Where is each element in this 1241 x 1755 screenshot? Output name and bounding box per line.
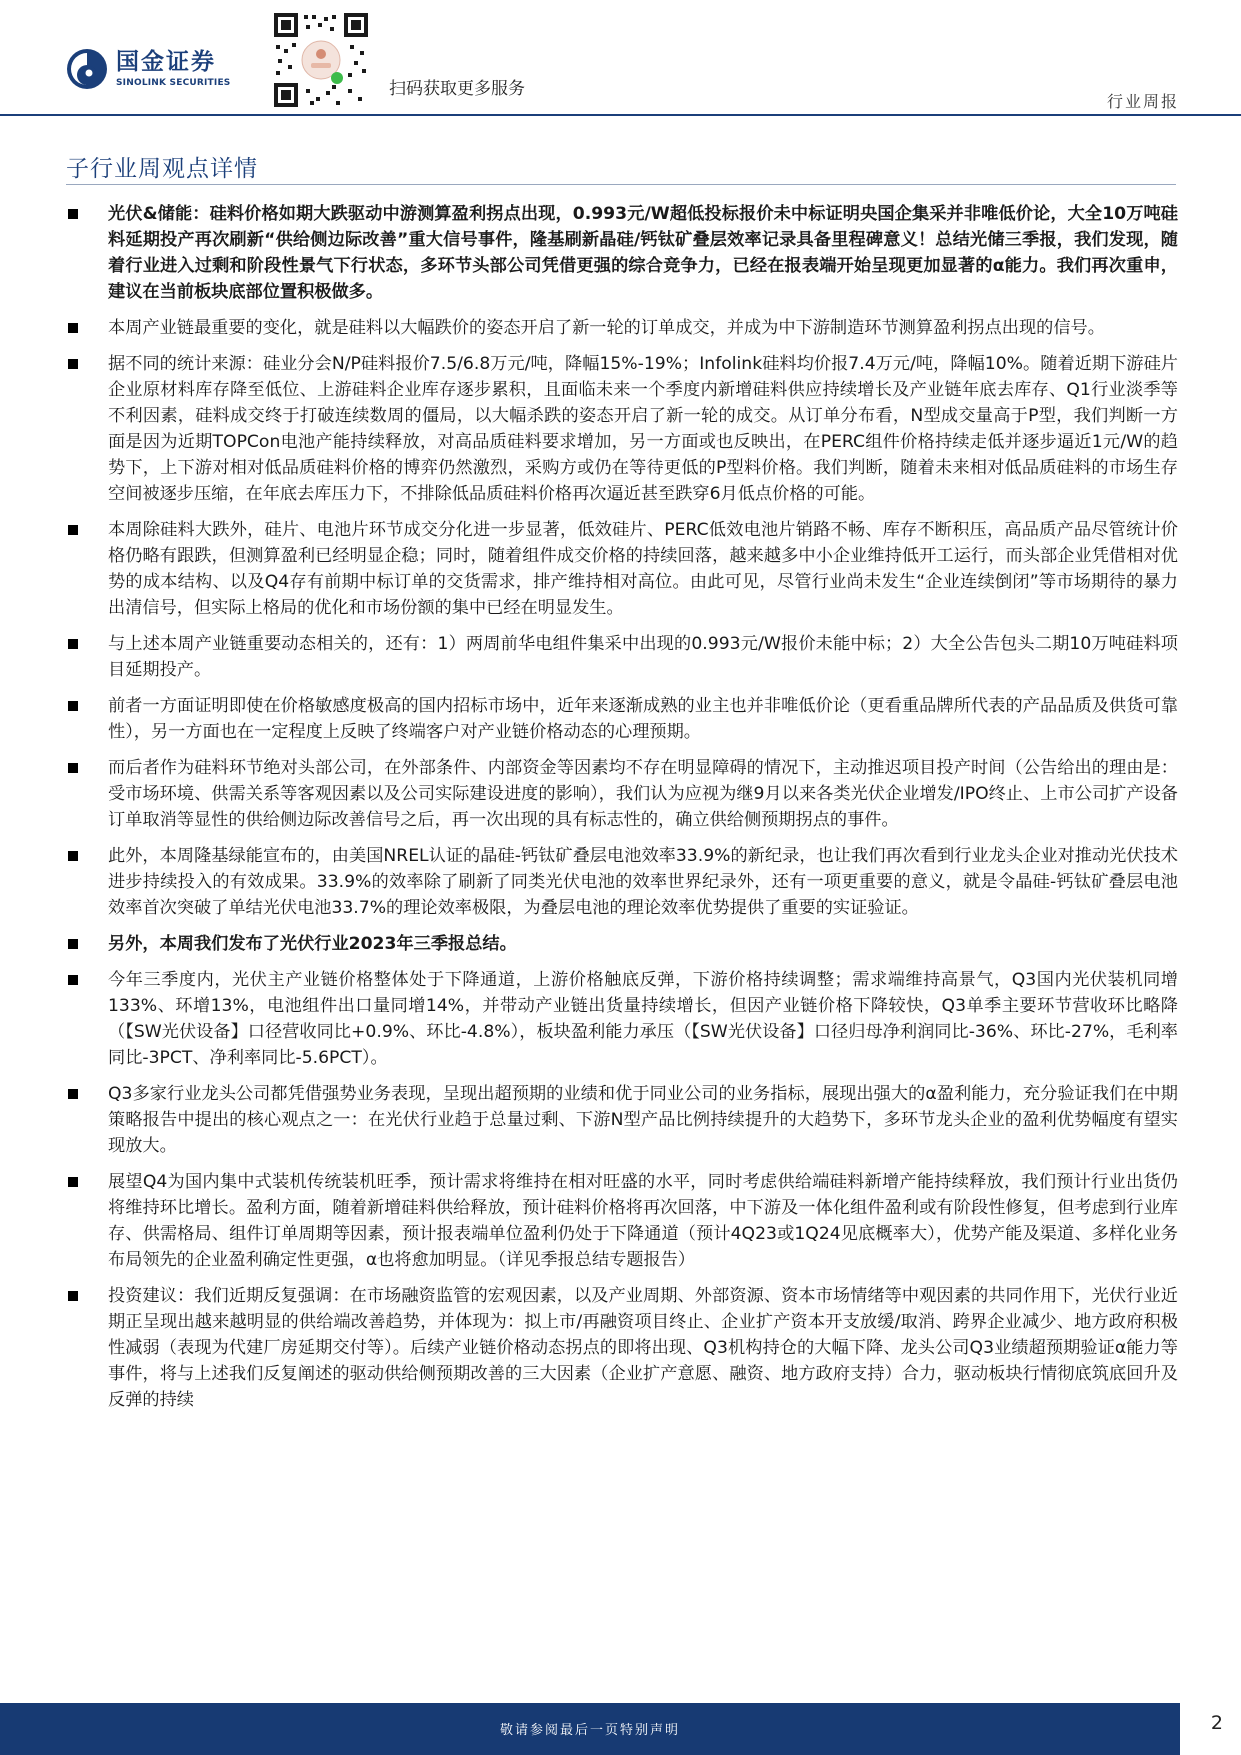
bullet-paragraph: [66, 843, 1178, 921]
bullet-paragraph: [66, 755, 1178, 833]
paragraph-text: 光伏&储能：硅料价格如期大跌驱动中游测算盈利拐点出现，0.993元/W超低投标报价未中标证明央国企集采并非唯低价论，大全10万吨硅料延期投产再次刷新“供给侧边际改善”重大信号事件，隆基刷新晶硅/钙钛矿叠层效率记录具备里程碑意义！总结光储三季报，我们发现，随着行业进入过剩和阶段性景气下行状态，多环节头部公司凭借更强的综合竞争力，已经在报表端开始呈现更加显著的α能力。我们再次重申，建议在当前板块底部位置积极做多。: [108, 204, 1178, 302]
bullet-paragraph: [66, 517, 1178, 621]
paragraph-text: 另外，本周我们发布了光伏行业2023年三季报总结。: [108, 934, 517, 954]
paragraph-text: 本周产业链最重要的变化，就是硅料以大幅跌价的姿态开启了新一轮的订单成交，并成为中下游制造环节测算盈利拐点出现的信号。: [108, 318, 1105, 338]
square-bullet-icon: [68, 1177, 78, 1187]
square-bullet-icon: [68, 209, 78, 219]
header-divider: [0, 114, 1241, 116]
page-header: [0, 0, 1241, 118]
bullet-paragraph: [66, 967, 1178, 1071]
square-bullet-icon: [68, 359, 78, 369]
qr-code-icon[interactable]: [270, 9, 372, 111]
paragraph-text: 据不同的统计来源：硅业分会N/P硅料报价7.5/6.8万元/吨，降幅15%-19%；Infolink硅料均价报7.4万元/吨，降幅10%。随着近期下游硅片企业原材料库存降至低位、上游硅料企业库存逐步累积，且面临未来一个季度内新增硅料供应持续增长及产业链年底去库存、Q1行业淡季等不利因素，硅料成交终于打破连续数周的僵局，以大幅杀跌的姿态开启了新一轮的成交。从订单分布看，N型成交量高于P型，我们判断一方面是因为近期TOPCon电池产能持续释放，对高品质硅料要求增加，另一方面或也反映出，在PERC组件价格持续走低并逐步逼近1元/W的趋势下，上下游对相对低品质硅料价格的博弈仍然激烈，采购方或仍在等待更低的P型料价格。我们判断，随着未来相对低品质硅料的市场生存空间被逐步压缩，在年底去库压力下，不排除低品质硅料价格再次逼近甚至跌穿6月低点价格的可能。: [108, 354, 1178, 504]
paragraph-text: 今年三季度内，光伏主产业链价格整体处于下降通道，上游价格触底反弹，下游价格持续调整；需求端维持高景气，Q3国内光伏装机同增133%、环增13%，电池组件出口量同增14%，并带动产业链出货量持续增长，但因产业链价格下降较快，Q3单季主要环节营收环比略降（【SW光伏设备】口径营收同比+0.9%、环比-4.8%），板块盈利能力承压（【SW光伏设备】口径归母净利润同比-36%、环比-27%，毛利率同比-3PCT、净利率同比-5.6PCT）。: [108, 970, 1178, 1068]
logo-english-name: SINOLINK SECURITIES: [116, 77, 231, 88]
paragraph-text: Q3多家行业龙头公司都凭借强势业务表现，呈现出超预期的业绩和优于同业公司的业务指标，展现出强大的α盈利能力，充分验证我们在中期策略报告中提出的核心观点之一：在光伏行业趋于总量过剩、下游N型产品比例持续提升的大趋势下，多环节龙头企业的盈利优势幅度有望实现放大。: [108, 1084, 1178, 1156]
bullet-paragraph: [66, 1283, 1178, 1413]
bullet-paragraph: [66, 931, 1178, 957]
square-bullet-icon: [68, 323, 78, 333]
bullet-paragraph: [66, 631, 1178, 683]
square-bullet-icon: [68, 1089, 78, 1099]
square-bullet-icon: [68, 939, 78, 949]
paragraph-text: 展望Q4为国内集中式装机传统装机旺季，预计需求将维持在相对旺盛的水平，同时考虑供给端硅料新增产能持续释放，我们预计行业出货仍将维持环比增长。盈利方面，随着新增硅料供给释放，预计硅料价格将再次回落，中下游及一体化组件盈利或有阶段性修复，但考虑到行业库存、供需格局、组件订单周期等因素，预计报表端单位盈利仍处于下降通道（预计4Q23或1Q24见底概率大），优势产能及渠道、多样化业务布局领先的企业盈利确定性更强，α也将愈加明显。（详见季报总结专题报告）: [108, 1172, 1178, 1270]
square-bullet-icon: [68, 525, 78, 535]
section-title: 子行业周观点详情: [66, 156, 258, 182]
section-divider: [66, 184, 1176, 185]
paragraph-text: 本周除硅料大跌外，硅片、电池片环节成交分化进一步显著，低效硅片、PERC低效电池片销路不畅、库存不断积压，高品质产品尽管统计价格仍略有跟跌，但测算盈利已经明显企稳；同时，随着组件成交价格的持续回落，越来越多中小企业维持低开工运行，而头部企业凭借相对优势的成本结构、以及Q4存有前期中标订单的交货需求，排产维持相对高位。由此可见，尽管行业尚未发生“企业连续倒闭”等市场期待的暴力出清信号，但实际上格局的优化和市场份额的集中已经在明显发生。: [108, 520, 1178, 618]
paragraph-text: 此外，本周隆基绿能宣布的，由美国NREL认证的晶硅-钙钛矿叠层电池效率33.9%的新纪录，也让我们再次看到行业龙头企业对推动光伏技术进步持续投入的有效成果。33.9%的效率除了刷新了同类光伏电池的效率世界纪录外，还有一项更重要的意义，就是令晶硅-钙钛矿叠层电池效率首次突破了单结光伏电池33.7%的理论效率极限，为叠层电池的理论效率优势提供了重要的实证验证。: [108, 846, 1178, 918]
paragraph-text: 与上述本周产业链重要动态相关的，还有：1）两周前华电组件集采中出现的0.993元/W报价未能中标；2）大全公告包头二期10万吨硅料项目延期投产。: [108, 634, 1178, 680]
paragraph-text: 投资建议：我们近期反复强调：在市场融资监管的宏观因素，以及产业周期、外部资源、资本市场情绪等中观因素的共同作用下，光伏行业近期正呈现出越来越明显的供给端改善趋势，并体现为：拟上市/再融资项目终止、企业扩产资本开支放缓/取消、跨界企业减少、地方政府积极性减弱（表现为代建厂房延期交付等）。后续产业链价格动态拐点的即将出现、Q3机构持仓的大幅下降、龙头公司Q3业绩超预期验证α能力等事件，将与上述我们反复阐述的驱动供给侧预期改善的三大因素（企业扩产意愿、融资、地方政府支持）合力，驱动板块行情彻底筑底回升及反弹的持续: [108, 1286, 1178, 1410]
company-logo: [66, 44, 230, 94]
paragraph-text: 而后者作为硅料环节绝对头部公司，在外部条件、内部资金等因素均不存在明显障碍的情况下，主动推迟项目投产时间（公告给出的理由是：受市场环境、供需关系等客观因素以及公司实际建设进度的影响），我们认为应视为继9月以来各类光伏企业增发/IPO终止、上市公司扩产设备订单取消等显性的供给侧边际改善信号之后，再一次出现的具有标志性的，确立供给侧预期拐点的事件。: [108, 758, 1178, 830]
logo-chinese-name: 国金证券: [116, 48, 216, 75]
bullet-paragraph: [66, 1081, 1178, 1159]
page-number: 2: [1210, 1712, 1223, 1734]
paragraph-text: 前者一方面证明即使在价格敏感度极高的国内招标市场中，近年来逐渐成熟的业主也并非唯低价论（更看重品牌所代表的产品品质及供货可靠性），另一方面也在一定程度上反映了终端客户对产业链价格动态的心理预期。: [108, 696, 1178, 742]
footer-disclaimer: 敬请参阅最后一页特别声明: [499, 1723, 680, 1738]
bullet-paragraph: [66, 1169, 1178, 1273]
square-bullet-icon: [68, 1291, 78, 1301]
report-body: [66, 201, 1178, 1423]
bullet-paragraph: [66, 315, 1178, 341]
report-type-label: 行业周报: [1106, 92, 1179, 111]
logo-mark-icon: [66, 48, 108, 90]
square-bullet-icon: [68, 639, 78, 649]
bullet-paragraph: [66, 693, 1178, 745]
qr-caption: 扫码获取更多服务: [389, 79, 525, 99]
square-bullet-icon: [68, 851, 78, 861]
bullet-paragraph: [66, 351, 1178, 507]
square-bullet-icon: [68, 701, 78, 711]
bullet-paragraph: [66, 201, 1178, 305]
square-bullet-icon: [68, 975, 78, 985]
square-bullet-icon: [68, 763, 78, 773]
